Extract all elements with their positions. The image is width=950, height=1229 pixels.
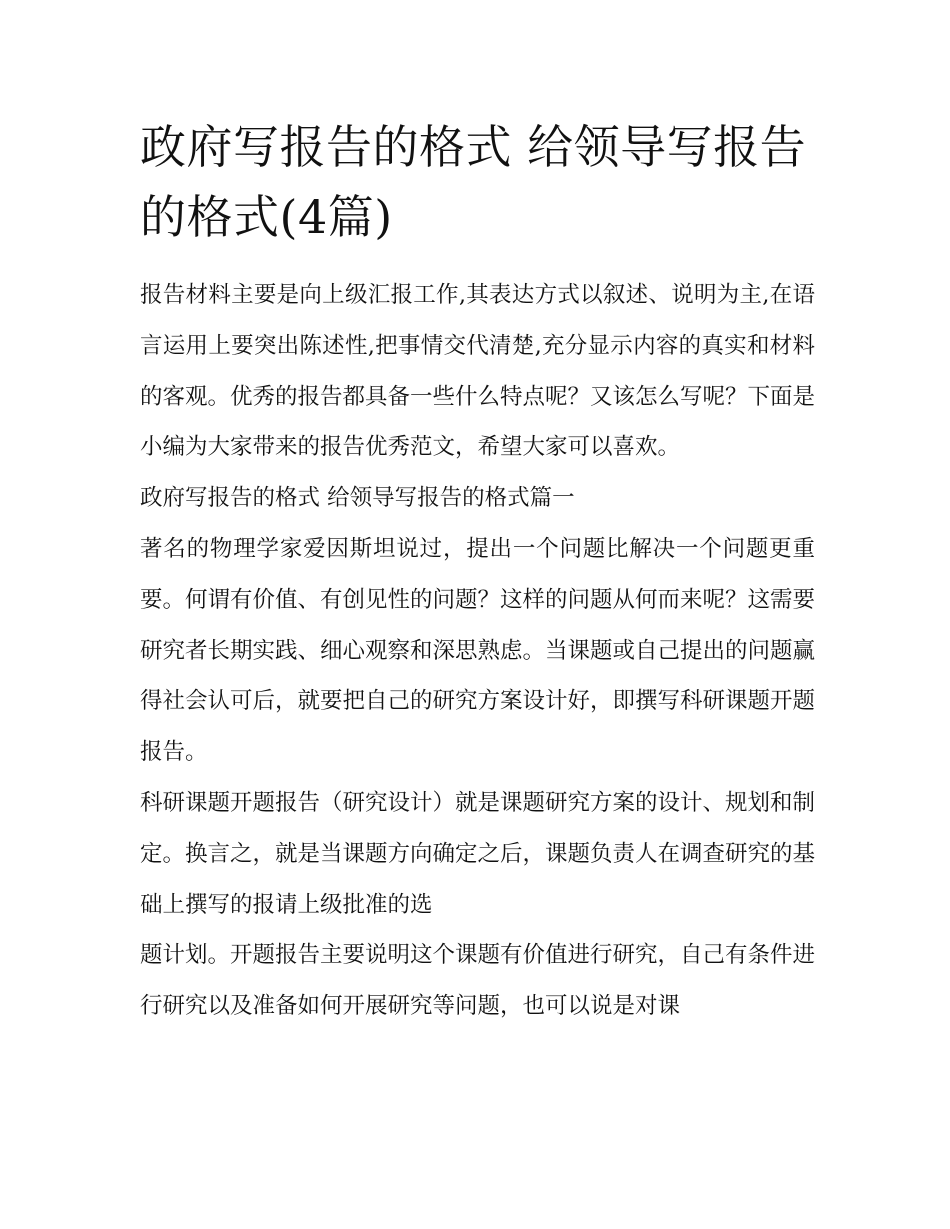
document-body [140, 112, 815, 1032]
document-title: 政府写报告的格式 给领导写报告的格式(4篇) [140, 120, 807, 244]
section-heading: 政府写报告的格式 给领导写报告的格式篇一 [140, 485, 575, 512]
body-paragraph-definition: 科研课题开题报告（研究设计）就是课题研究方案的设计、规划和制定。换言之，就是当课题方向确定之后，课题负责人在调查研究的基础上撰写的报请上级批准的选 [140, 789, 816, 918]
body-paragraph-plan: 题计划。开题报告主要说明这个课题有价值进行研究，自己有条件进行研究以及准备如何开展研究等问题，也可以说是对课 [140, 942, 816, 1020]
body-paragraph-einstein: 著名的物理学家爱因斯坦说过，提出一个问题比解决一个问题更重要。何谓有价值、有创见性的问题？这样的问题从何而来呢？这需要研究者长期实践、细心观察和深思熟虑。当课题或自己提出的问题赢得社会认可后，就要把自己的研究方案设计好，即撰写科研课题开题报告。 [140, 535, 816, 766]
intro-paragraph: 报告材料主要是向上级汇报工作,其表达方式以叙述、说明为主,在语言运用上要突出陈述性,把事情交代清楚,充分显示内容的真实和材料的客观。优秀的报告都具备一些什么特点呢？又该怎么写呢？下面是小编为大家带来的报告优秀范文，希望大家可以喜欢。 [140, 282, 816, 461]
